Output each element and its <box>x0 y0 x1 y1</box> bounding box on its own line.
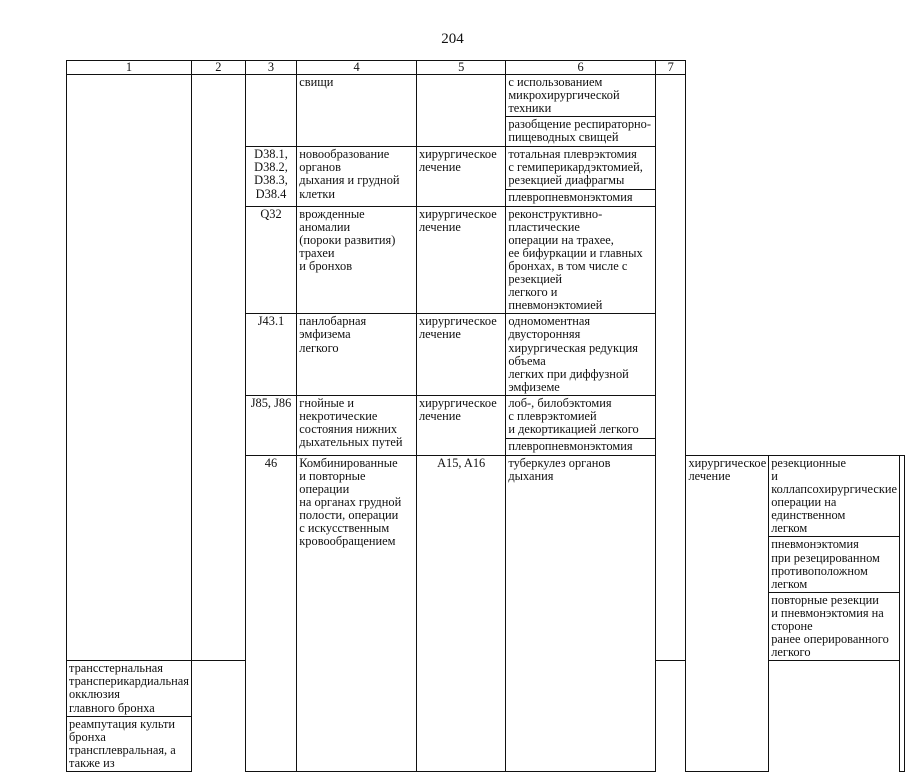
icd-codes-cell: J85, J86 <box>245 395 297 455</box>
icd-codes-cell: D38.1, D38.2, D38.3, D38.4 <box>245 147 297 206</box>
column-number: 3 <box>245 61 297 75</box>
icd-codes-cell: A15, A16 <box>416 455 505 771</box>
icd-codes-cell: Q32 <box>245 206 297 314</box>
method-cell: с использованием микрохирургической техники <box>506 75 656 117</box>
treatment-type-cell: хирургическое лечение <box>686 455 769 771</box>
group-name-cell <box>191 75 245 661</box>
method-cell: плевропневмонэктомия <box>506 189 656 206</box>
icd-codes-cell: J43.1 <box>245 314 297 396</box>
column-number: 1 <box>67 61 192 75</box>
method-cell: пневмонэктомия при резецированном противоположном легком <box>769 537 900 592</box>
method-cell: резекционные и коллапсохирургические операции на единственном легком <box>769 455 900 537</box>
treatment-type-cell: хирургическое лечение <box>416 395 505 455</box>
disease-cell: врожденные аномалии (пороки развития) трахеи и бронхов <box>297 206 417 314</box>
column-number: 7 <box>655 61 686 75</box>
method-cell: реампутация культи бронха трансплевральная, а также из <box>67 716 192 771</box>
treatment-type-cell: хирургическое лечение <box>416 314 505 396</box>
column-number-row <box>67 61 905 75</box>
column-number: 5 <box>416 61 505 75</box>
icd-codes-cell <box>245 75 297 147</box>
table-row <box>67 75 905 117</box>
norm-cell <box>900 455 905 771</box>
disease-cell: свищи <box>297 75 417 147</box>
row-number-cell: 46 <box>245 455 297 771</box>
treatment-type-cell <box>416 75 505 147</box>
method-cell: одномоментная двусторонняя хирургическая редукция объема легких при диффузной эмфиземе <box>506 314 656 396</box>
method-cell: трансстернальная трансперикардиальная окклюзия главного бронха <box>67 661 192 716</box>
column-number: 4 <box>297 61 417 75</box>
column-number: 6 <box>506 61 656 75</box>
treatment-type-cell: хирургическое лечение <box>416 206 505 314</box>
column-number: 2 <box>191 61 245 75</box>
method-cell: лоб-, билобэктомия с плеврэктомией и декортикацией легкого <box>506 395 656 438</box>
disease-cell: туберкулез органов дыхания <box>506 455 656 771</box>
treatment-type-cell: хирургическое лечение <box>416 147 505 206</box>
row-number-cell <box>67 75 192 661</box>
method-cell: тотальная плеврэктомия с гемиперикардэктомией, резекцией диафрагмы <box>506 147 656 189</box>
procedures-table <box>66 60 905 772</box>
disease-cell: панлобарная эмфизема легкого <box>297 314 417 396</box>
method-cell: разобщение респираторно- пищеводных свищей <box>506 117 656 147</box>
method-cell: повторные резекции и пневмонэктомия на стороне ранее оперированного легкого <box>769 592 900 660</box>
method-cell: плевропневмонэктомия <box>506 438 656 455</box>
page-number: 204 <box>441 31 464 47</box>
group-name-cell: Комбинированные и повторные операции на органах грудной полости, операции с искусственным кровообращением <box>297 455 417 771</box>
disease-cell: гнойные и некротические состояния нижних дыхательных путей <box>297 395 417 455</box>
disease-cell: новообразование органов дыхания и грудной клетки <box>297 147 417 206</box>
norm-cell <box>655 75 686 661</box>
method-cell: реконструктивно-пластические операции на трахее, ее бифуркации и главных бронхах, в том числе с резекцией легкого и пневмонэктомией <box>506 206 656 314</box>
